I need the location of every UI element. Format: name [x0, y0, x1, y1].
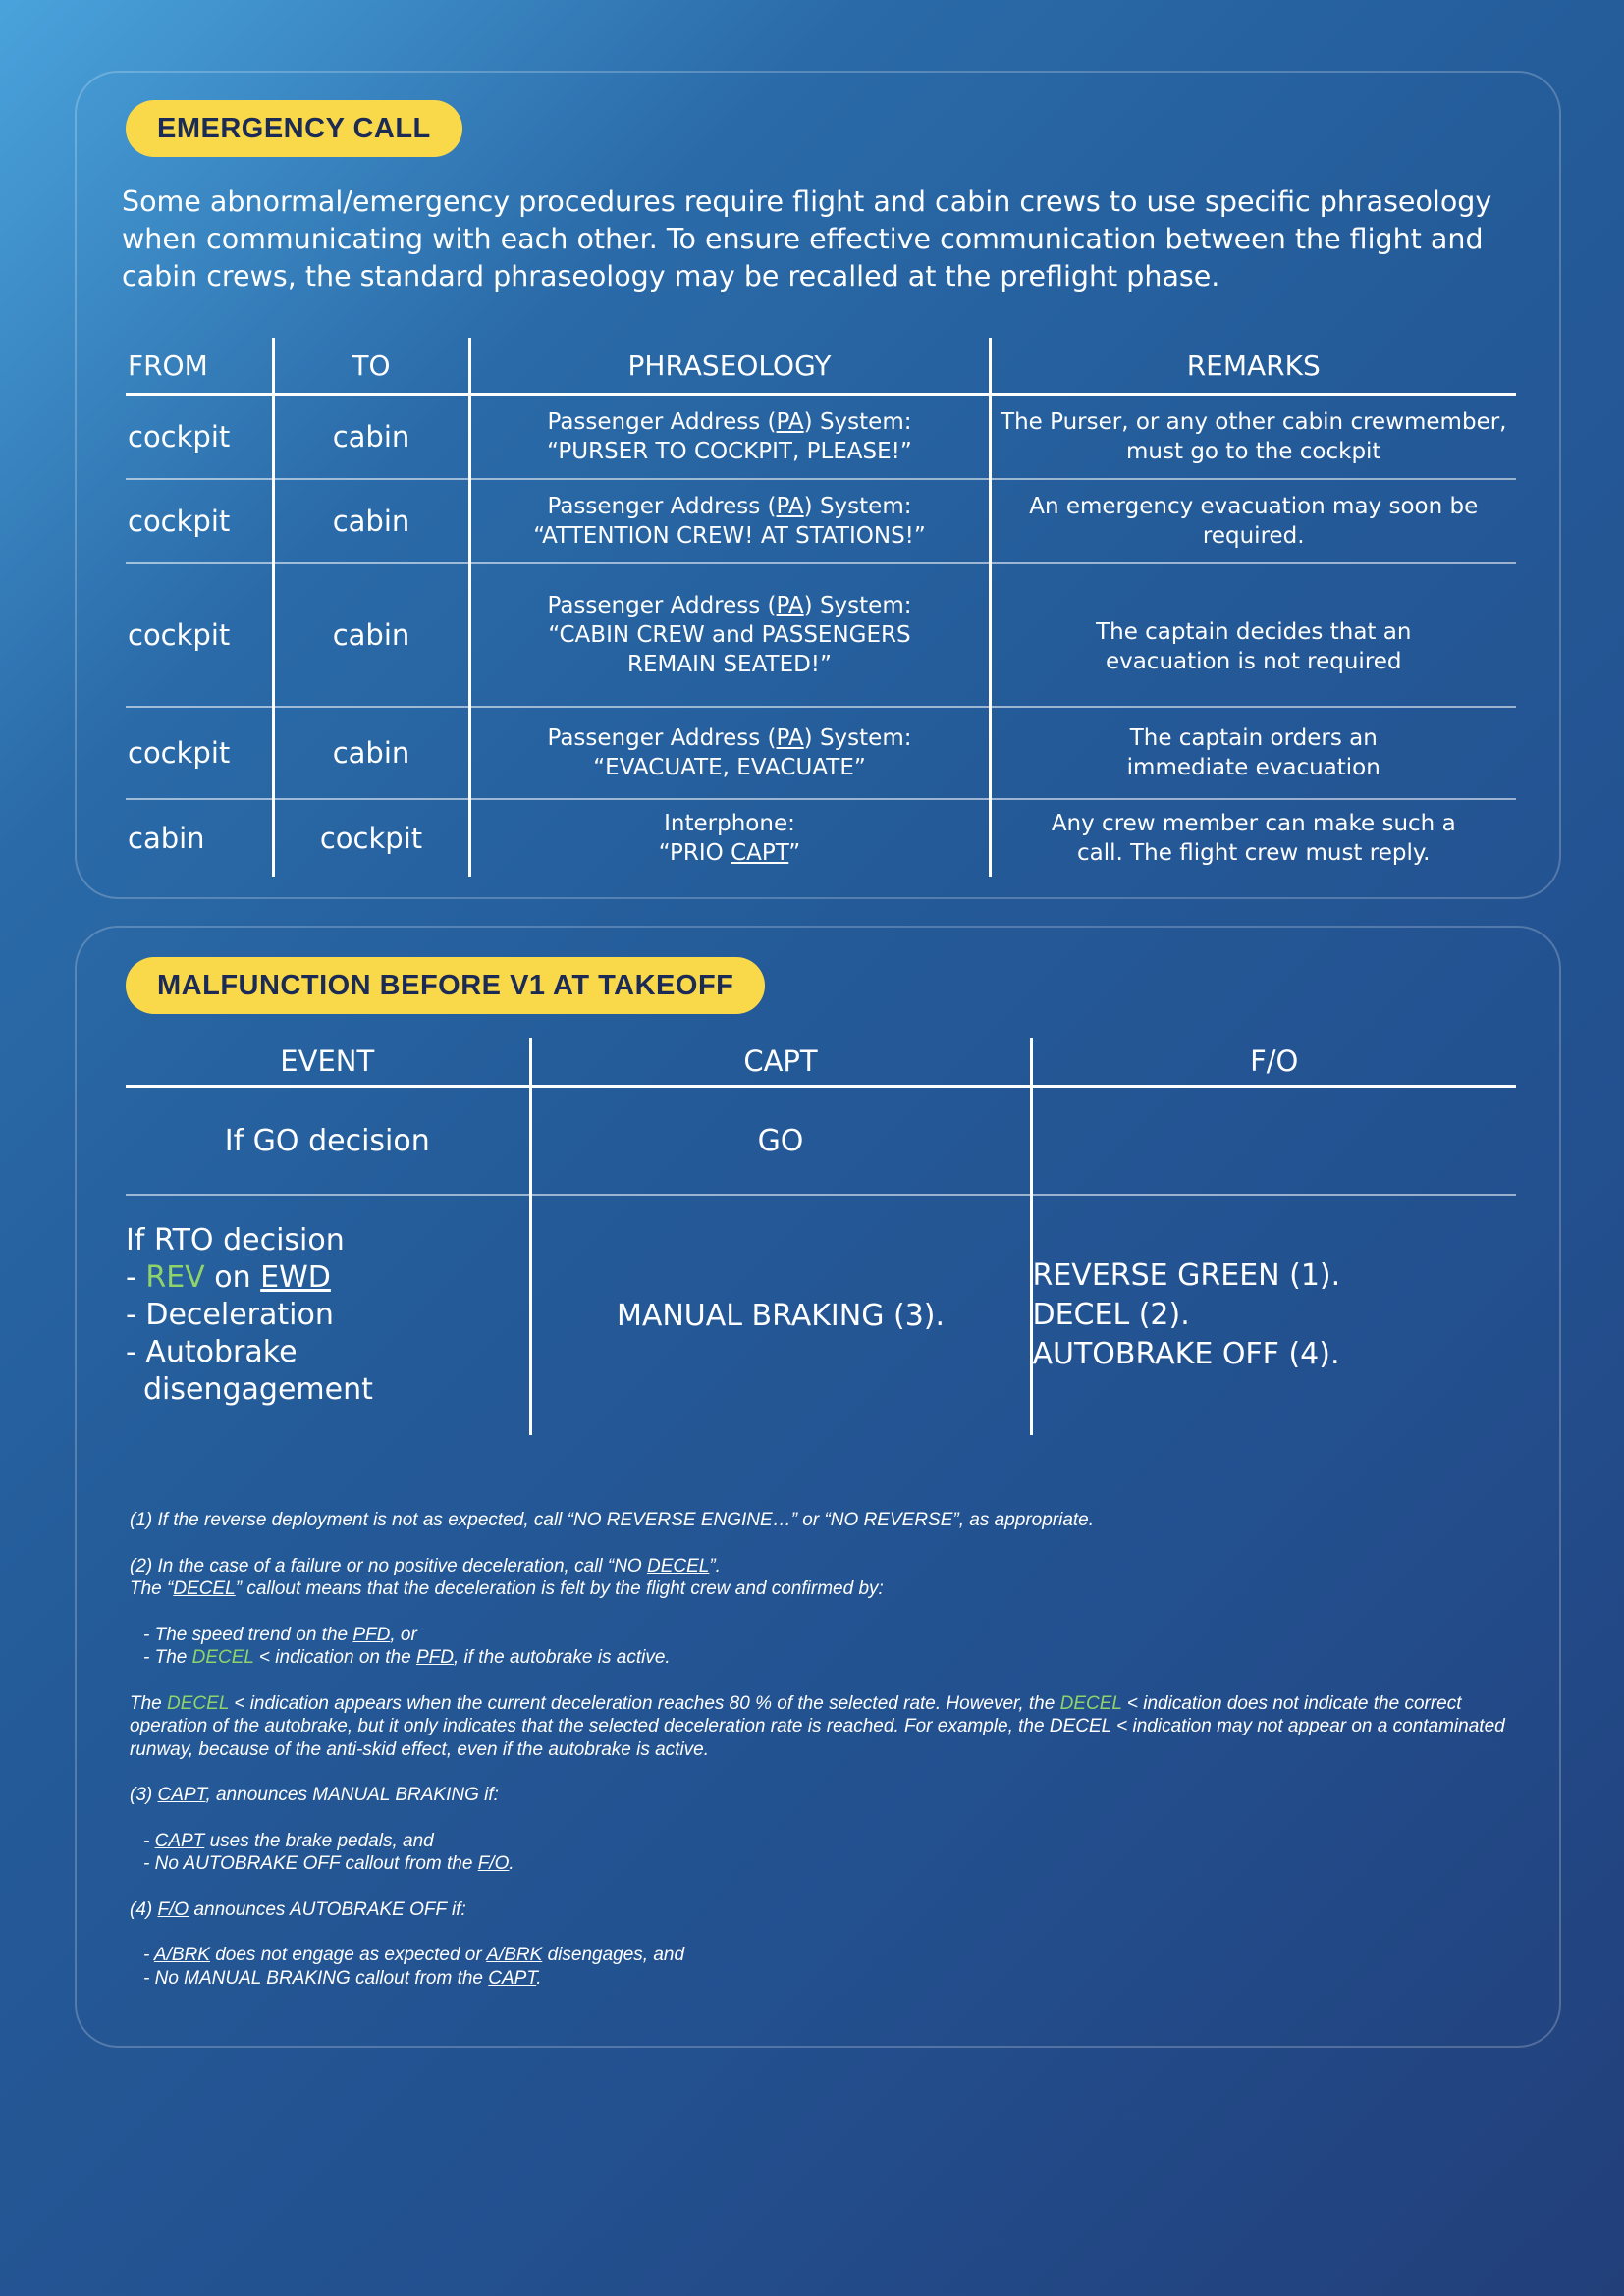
pa-suffix: ) System:: [803, 725, 912, 751]
t: -: [143, 1830, 155, 1851]
t: .: [536, 1967, 542, 1989]
rto-title: If RTO decision: [126, 1223, 345, 1257]
table-row: [126, 707, 1516, 799]
t-u: DECEL: [173, 1578, 236, 1599]
note-3b: [130, 1852, 1514, 1876]
pa-prefix: Passenger Address (: [547, 725, 777, 751]
t-u: A/BRK: [153, 1945, 210, 1965]
t: - The: [143, 1647, 192, 1668]
pa-prefix: Passenger Address (: [547, 494, 777, 519]
table-row: [126, 1195, 1516, 1435]
rto-item-decel: - Deceleration: [126, 1298, 334, 1332]
cell-to: cockpit: [273, 799, 469, 877]
rto-item-rev: [126, 1259, 529, 1297]
t: -: [143, 1945, 154, 1965]
cell-remarks: The captain decides that an evacuation is not required: [990, 563, 1516, 707]
pa-suffix: ) System:: [803, 494, 912, 519]
cell-phraseology: [469, 707, 990, 799]
cell-phraseology: [469, 479, 990, 563]
t-u: A/BRK: [486, 1945, 543, 1965]
table-header-row: [126, 338, 1516, 395]
emergency-call-panel: [75, 71, 1561, 899]
call-text: “CABIN CREW and PASSENGERS REMAIN SEATED!”: [548, 622, 911, 677]
pa-system-label: [477, 591, 983, 620]
cell-from: cockpit: [126, 479, 273, 563]
cell-from: cabin: [128, 822, 205, 855]
table-row: [126, 479, 1516, 563]
t-green: DECEL: [167, 1692, 230, 1714]
rto-item-autobrake-cont: disengagement: [143, 1372, 373, 1407]
pa-abbr: PA: [776, 593, 804, 618]
header-event: EVENT: [126, 1038, 530, 1087]
call-text: “EVACUATE, EVACUATE”: [593, 755, 866, 780]
pa-abbr: PA: [776, 494, 804, 519]
t: , or: [390, 1624, 417, 1645]
cell-fo-rto: [1031, 1195, 1516, 1435]
call-text: “ATTENTION CREW! AT STATIONS!”: [533, 523, 926, 549]
cell-capt-rto: MANUAL BRAKING (3).: [530, 1195, 1031, 1435]
t: uses the brake pedals, and: [204, 1830, 434, 1851]
pa-suffix: ) System:: [803, 409, 912, 435]
t: , announces MANUAL BRAKING if:: [205, 1785, 499, 1805]
cell-to: cabin: [273, 563, 469, 707]
pa-abbr: PA: [776, 725, 804, 751]
header-remarks: REMARKS: [990, 338, 1516, 395]
note-1: (1) If the reverse deployment is not as expected, call “NO REVERSE ENGINE…” or “NO REVERSE”, as appropriate.: [130, 1510, 1095, 1530]
cell-remarks: The captain orders an immediate evacuation: [990, 707, 1516, 799]
dash: -: [126, 1260, 146, 1295]
t: - The speed trend on the: [143, 1624, 353, 1645]
pa-system-label: [477, 407, 983, 437]
cell-to: cabin: [273, 707, 469, 799]
pa-suffix: ) System:: [803, 593, 912, 618]
table-row: [126, 799, 1516, 877]
t-u: CAPT: [154, 1830, 205, 1851]
emergency-call-table: [126, 338, 1516, 877]
t: < indication on the: [253, 1647, 416, 1668]
note-2e: [130, 1692, 1514, 1762]
cell-phraseology: [469, 563, 990, 707]
t: does not engage as expected or: [209, 1945, 487, 1965]
note-2a: [130, 1555, 1514, 1578]
cell-to: cabin: [273, 395, 469, 480]
t: - No AUTOBRAKE OFF callout from the: [143, 1853, 478, 1874]
pa-abbr: PA: [776, 409, 804, 435]
note-4a: [130, 1944, 1514, 1967]
t: .: [509, 1853, 514, 1874]
t: - No MANUAL BRAKING callout from the: [143, 1967, 489, 1989]
header-capt: CAPT: [530, 1038, 1031, 1087]
on-text: on: [204, 1260, 261, 1295]
header-to: TO: [273, 338, 469, 395]
t-u: CAPT: [488, 1967, 537, 1989]
t: announces AUTOBRAKE OFF if:: [189, 1898, 466, 1920]
pa-system-label: [477, 723, 983, 753]
t: < indication appears when the current deceleration reaches 80 % of the selected rate. However, the: [229, 1692, 1060, 1714]
t: The: [130, 1692, 168, 1714]
t-u: PFD: [352, 1624, 391, 1645]
cell-remarks: An emergency evacuation may soon be required.: [990, 479, 1516, 563]
note-2d: [130, 1646, 1514, 1670]
note-2b: [130, 1577, 1514, 1601]
pa-system-label: [477, 492, 983, 521]
cell-from: cockpit: [126, 395, 273, 480]
pa-prefix: Passenger Address (: [547, 593, 777, 618]
footnotes: [130, 1509, 1514, 1990]
t-u: F/O: [157, 1898, 189, 1920]
malfunction-table: [126, 1038, 1516, 1435]
fo-line-3: AUTOBRAKE OFF (4).: [1032, 1337, 1340, 1371]
header-from: FROM: [126, 338, 273, 395]
malfunction-title: MALFUNCTION BEFORE V1 AT TAKEOFF: [126, 957, 765, 1014]
t: , if the autobrake is active.: [453, 1647, 671, 1668]
cell-capt-go: GO: [530, 1087, 1031, 1196]
cell-remarks: The Purser, or any other cabin crewmember, must go to the cockpit: [990, 395, 1516, 480]
emergency-call-title: EMERGENCY CALL: [126, 100, 462, 157]
cell-phraseology: [469, 799, 990, 877]
cell-from: cockpit: [126, 707, 273, 799]
cell-phraseology: [469, 395, 990, 480]
t-green: DECEL: [191, 1647, 254, 1668]
t: ”.: [709, 1555, 721, 1576]
t-u: CAPT: [157, 1785, 206, 1805]
t-u: DECEL: [646, 1555, 710, 1576]
note-4b: [130, 1967, 1514, 1991]
table-row: [126, 1087, 1516, 1196]
call-pre: “PRIO: [658, 840, 731, 866]
t: The “: [130, 1578, 174, 1599]
cell-from: cockpit: [126, 563, 273, 707]
rev-text: REV: [145, 1260, 205, 1295]
cell-event-rto: [126, 1195, 530, 1435]
table-row: [126, 395, 1516, 480]
ewd-text: EWD: [260, 1260, 331, 1295]
call-text: [477, 838, 983, 868]
cell-fo-go: [1031, 1087, 1516, 1196]
table-header-row: [126, 1038, 1516, 1087]
t-green: DECEL: [1059, 1692, 1122, 1714]
fo-line-1: REVERSE GREEN (1).: [1032, 1258, 1341, 1293]
t-u: F/O: [477, 1853, 510, 1874]
t: (2) In the case of a failure or no positive deceleration, call “NO: [130, 1555, 647, 1576]
pa-prefix: Passenger Address (: [547, 409, 777, 435]
fo-line-2: DECEL (2).: [1032, 1298, 1190, 1332]
header-fo: F/O: [1031, 1038, 1516, 1087]
header-phraseology: PHRASEOLOGY: [469, 338, 990, 395]
call-text: “PURSER TO COCKPIT, PLEASE!”: [547, 439, 912, 464]
note-3: [130, 1784, 1514, 1807]
t: (4): [130, 1898, 158, 1920]
t: disengages, and: [542, 1945, 685, 1965]
note-4: [130, 1898, 1514, 1922]
interphone-label: Interphone:: [664, 811, 795, 836]
cell-event-go: If GO decision: [126, 1087, 530, 1196]
rto-item-autobrake: - Autobrake: [126, 1335, 298, 1369]
call-post: ”: [788, 840, 801, 866]
malfunction-panel: [75, 926, 1561, 2048]
t: < indication does not indicate the correct operation of the autobrake, but it only indicates that the selected deceleration rate is reached. For example, the DECEL < indication may not appear on a contaminated runway, because of the anti-skid effect, even if the autobrake is active.: [130, 1692, 1505, 1760]
note-2c: [130, 1624, 1514, 1647]
call-abbr: CAPT: [731, 840, 789, 866]
note-3a: [130, 1830, 1514, 1853]
table-row: [126, 563, 1516, 707]
emergency-intro: Some abnormal/emergency procedures require flight and cabin crews to use specific phraseology when communicating with each other. To ensure effective communication between the flight and cabin crews, the standard phraseology may be recalled at the preflight phase.: [122, 186, 1492, 293]
t: (3): [130, 1785, 158, 1805]
cell-to: cabin: [273, 479, 469, 563]
cell-remarks: Any crew member can make such a call. The flight crew must reply.: [990, 799, 1516, 877]
t-u: PFD: [415, 1647, 454, 1668]
t: ” callout means that the deceleration is felt by the flight crew and confirmed by:: [235, 1578, 884, 1599]
